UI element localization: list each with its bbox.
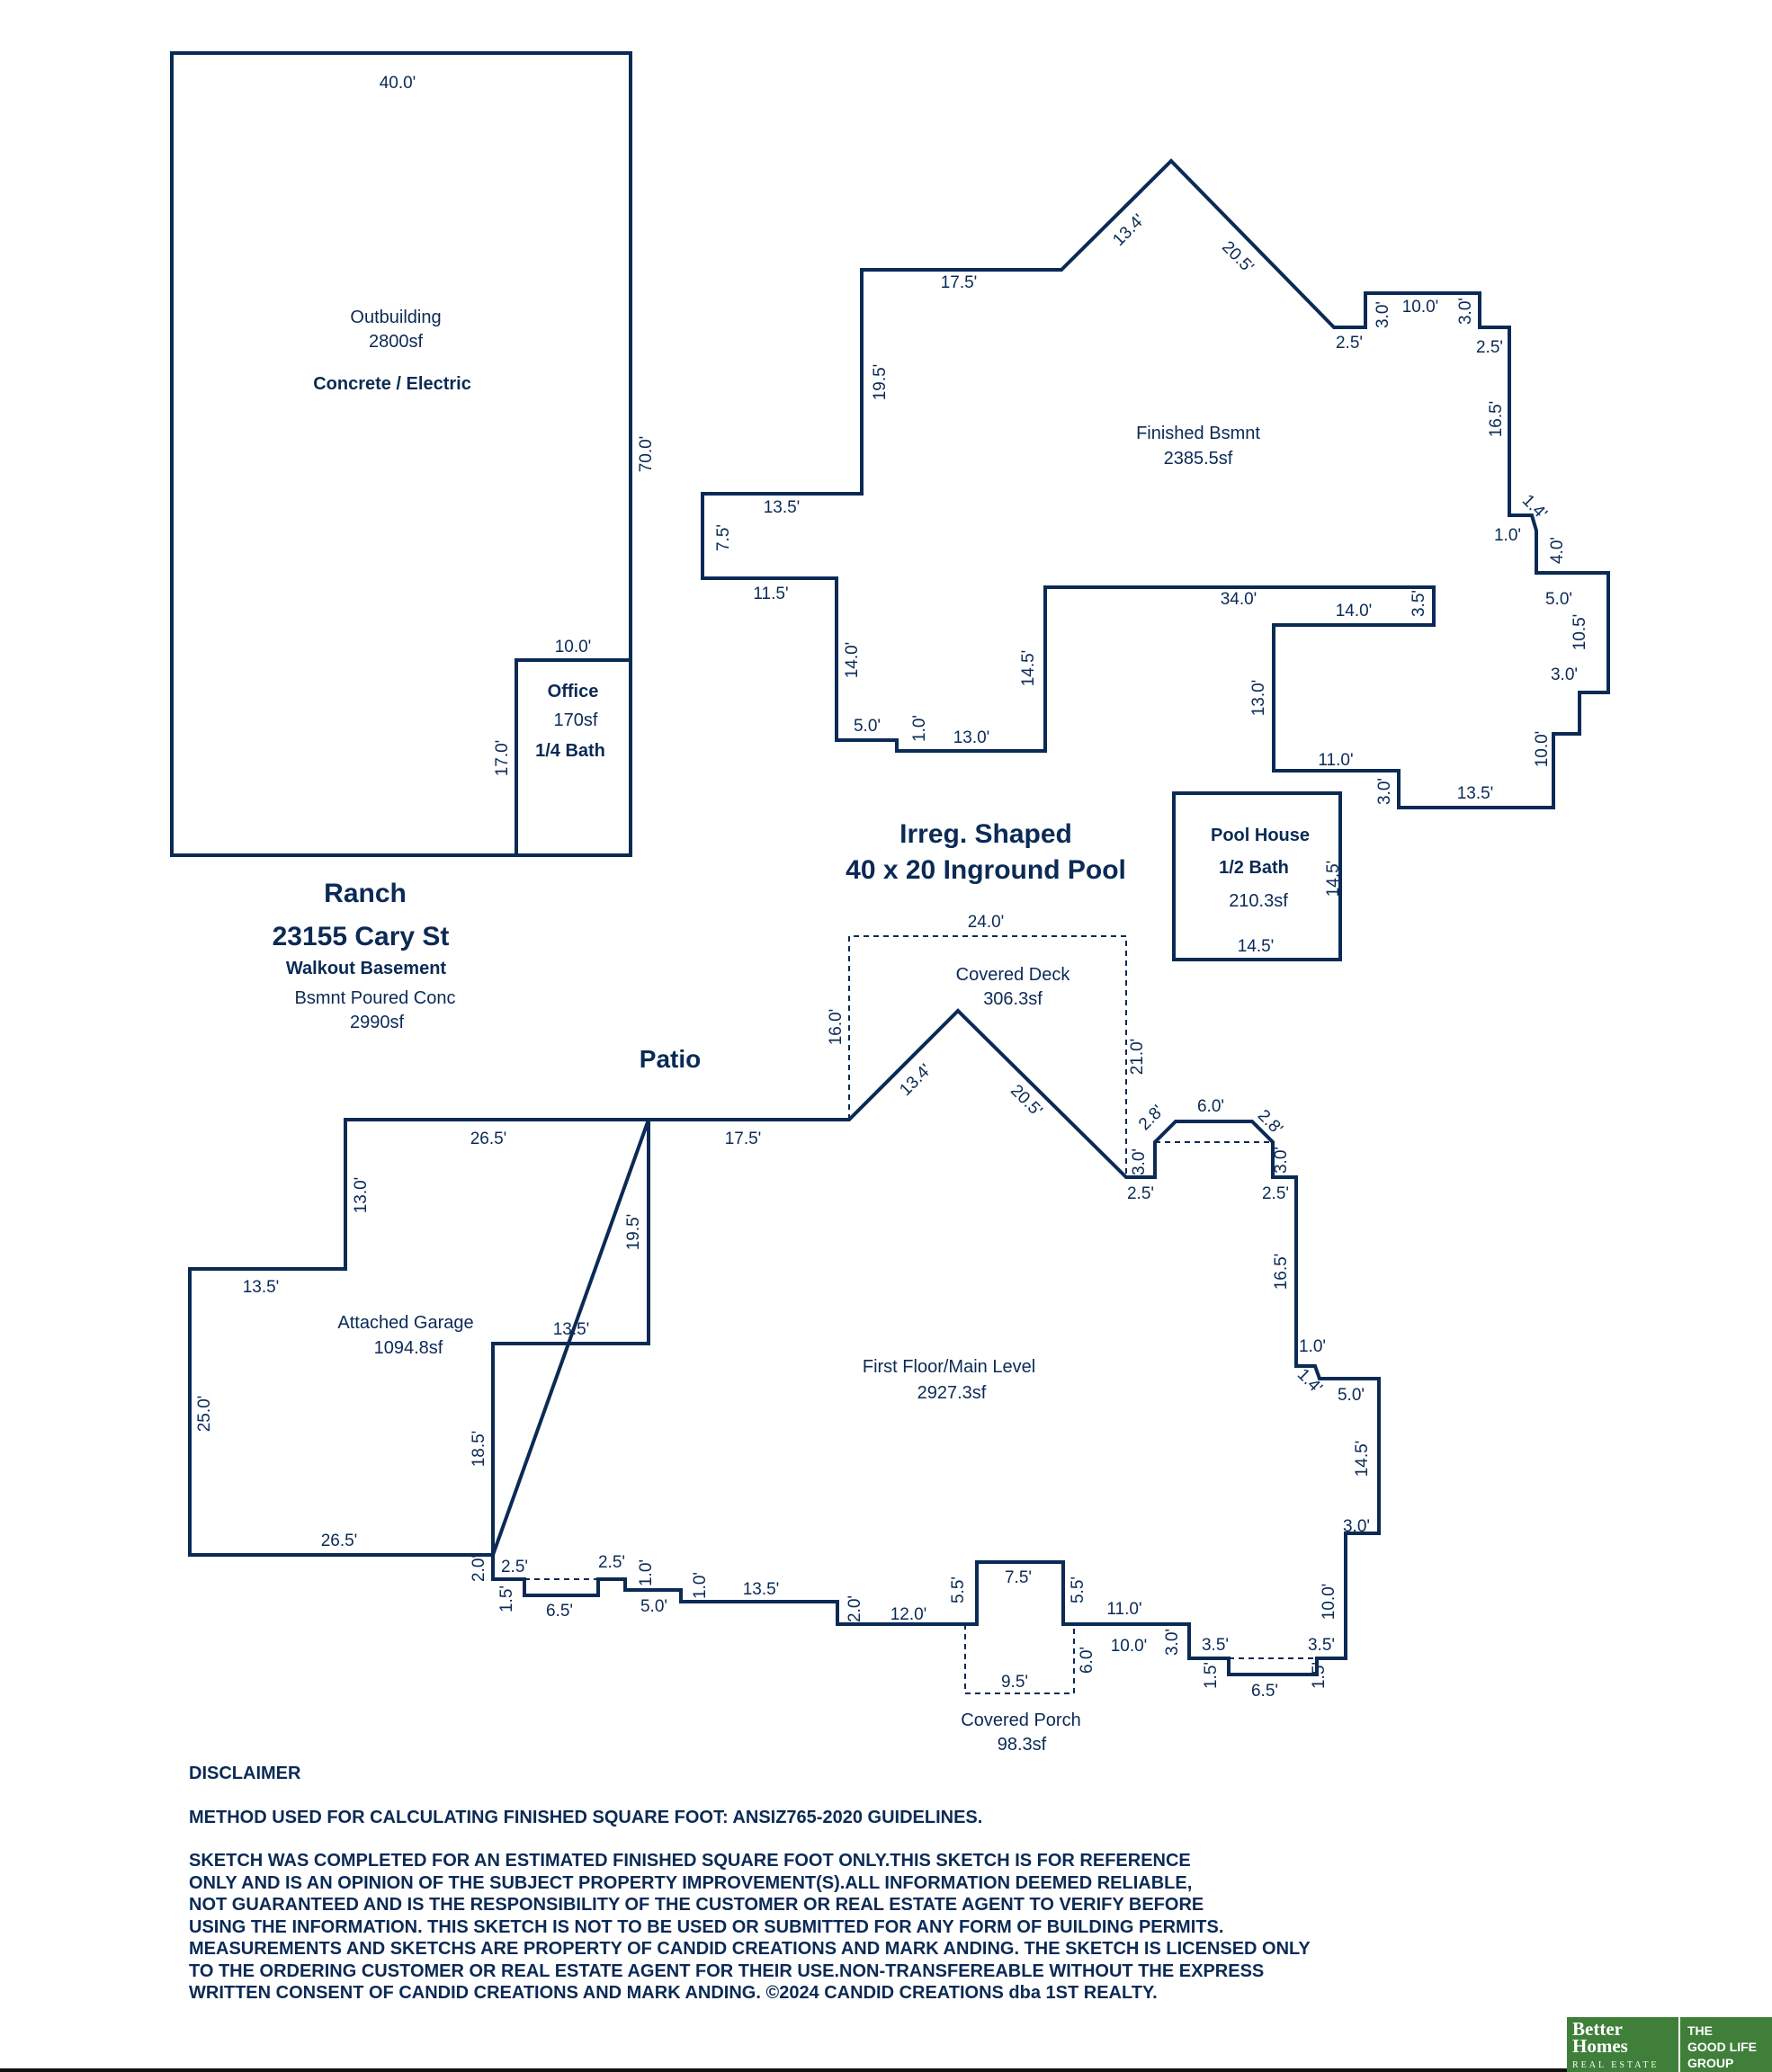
main-dim-32: 1.0' [691, 1571, 710, 1600]
disclaimer-body: SKETCH WAS COMPLETED FOR AN ESTIMATED FINISHED SQUARE FOOT ONLY.THIS SKETCH IS FOR REFERENCE ONLY AND IS AN OPINION OF THE SUBJECT PROPERTY IMPROVEMENT(S).ALL INFORMATION DEEMED RELIABLE, NOT GUARANTEED AND IS THE RESPONSIBILITY OF THE CUSTOMER OR REAL ESTATE AGENT TO VERIFY BEFORE USING THE INFORMATION. THIS SKETCH IS NOT TO BE USED OR SUBMITTED FOR ANY FORM OF BUILDING PERMITS. MEASUREMENTS AND SKETCHS ARE PROPERTY OF CANDID CREATIONS AND MARK ANDING. THE SKETCH IS LICENSED ONLY TO THE ORDERING CUSTOMER OR REAL ESTATE AGENT FOR THEIR USE.NON-TRANSFEREABLE WITHOUT THE EXPRESS WRITTEN CONSENT OF CANDID CREATIONS AND MARK ANDING. ©2024 CANDID CREATIONS dba 1ST REALTY. [189, 1851, 1311, 2003]
pool-house-area: 210.3sf [1229, 891, 1288, 911]
garage-dim-5: 26.5' [320, 1532, 358, 1550]
basement-dim-28: 14.0' [843, 641, 862, 679]
basement-dim-14: 10.5' [1571, 613, 1589, 651]
basement-dim-32: 19.5' [871, 363, 890, 401]
main-dim-25: 11.0' [1106, 1600, 1142, 1619]
basement-dim-5: 3.0' [1374, 300, 1392, 329]
basement-dim-12: 4.0' [1548, 536, 1567, 565]
main-level [470, 1008, 1379, 1701]
main-dim-27: 7.5' [1004, 1568, 1033, 1587]
main-dim-20: 6.5' [1250, 1682, 1279, 1701]
garage-dim-1: 26.5' [470, 1130, 507, 1148]
attached-garage [190, 1120, 649, 1555]
basement-dim-8: 2.5' [1475, 338, 1504, 357]
basement-dim-9: 16.5' [1487, 400, 1506, 438]
pool-title-line2: 40 x 20 Inground Pool [846, 855, 1126, 885]
patio-label: Patio [639, 1045, 702, 1073]
main-dim-30: 2.0' [846, 1594, 864, 1623]
disclaimer-method: METHOD USED FOR CALCULATING FINISHED SQUARE FOOT: ANSIZ765-2020 GUIDELINES. [189, 1807, 983, 1827]
basement-dim-22: 3.5' [1410, 589, 1428, 618]
outbuilding-length: 70.0' [637, 435, 656, 473]
main-dim-5: 2.5' [1126, 1184, 1155, 1203]
logo-brand-sub: REAL ESTATE [1572, 2060, 1660, 2070]
property-info [273, 879, 456, 1032]
main-dim-38: 1.5' [497, 1585, 516, 1613]
covered-deck-width: 24.0' [967, 913, 1005, 932]
garage-area: 1094.8sf [373, 1338, 443, 1358]
basement-dim-31: 13.5' [763, 498, 801, 517]
covered-deck [827, 913, 1147, 1177]
main-dim-11: 16.5' [1272, 1253, 1291, 1291]
outbuilding-outline [172, 53, 631, 855]
basement-dim-19: 11.0' [1318, 751, 1354, 770]
property-address: 23155 Cary St [272, 922, 450, 951]
basement-dim-17: 13.5' [1456, 784, 1494, 803]
main-dim-34: 1.0' [637, 1558, 656, 1587]
main-dim-7: 6.0' [1196, 1097, 1225, 1116]
outbuilding-area: 2800sf [368, 332, 424, 352]
disclaimer [189, 1763, 1448, 2026]
main-dim-18: 3.5' [1307, 1636, 1336, 1655]
main-dim-14: 5.0' [1337, 1386, 1365, 1405]
main-dim-37: 2.5' [500, 1558, 529, 1576]
basement-type: Walkout Basement [285, 959, 447, 978]
logo-brand-line2: Homes [1572, 2035, 1628, 2057]
covered-porch-depth: 6.0' [1078, 1646, 1096, 1675]
main-dim-33: 5.0' [640, 1597, 668, 1616]
office-note: 1/4 Bath [535, 741, 605, 761]
basement-name: Finished Bsmnt [1136, 424, 1260, 443]
basement-outline [703, 161, 1608, 808]
main-dim-2: 13.4' [896, 1060, 935, 1100]
garage-dim-7: 13.5' [552, 1320, 590, 1339]
basement-dim-24: 14.5' [1019, 649, 1038, 687]
basement-dim-15: 3.0' [1550, 665, 1579, 684]
garage-dim-4: 25.0' [195, 1395, 214, 1433]
pool-title-line1: Irreg. Shaped [899, 819, 1072, 849]
basement-dim-25: 13.0' [953, 728, 990, 747]
basement-dim-29: 11.5' [753, 585, 789, 603]
basement-dim-27: 5.0' [853, 717, 882, 736]
covered-porch-width: 9.5' [1000, 1673, 1029, 1692]
covered-porch-name: Covered Porch [961, 1710, 1081, 1730]
main-dim-39: 2.0' [470, 1554, 488, 1583]
basement-dim-7: 3.0' [1456, 297, 1475, 326]
outbuilding-width: 40.0' [379, 74, 416, 93]
basement-dim-26: 1.0' [910, 714, 929, 743]
main-dim-26: 5.5' [1069, 1576, 1087, 1604]
main-dim-12: 1.0' [1298, 1337, 1327, 1356]
office [493, 638, 631, 855]
main-dim-31: 13.5' [742, 1580, 780, 1599]
logo-group [1680, 2017, 1764, 2072]
basement-dim-10: 1.4' [1517, 491, 1551, 524]
basement-dim-23: 34.0' [1220, 590, 1257, 609]
main-dim-4: 3.0' [1130, 1148, 1149, 1176]
basement-dim-13: 5.0' [1544, 590, 1573, 609]
covered-deck-right: 21.0' [1128, 1038, 1147, 1076]
disclaimer-heading: DISCLAIMER [189, 1764, 301, 1783]
garage-dim-2: 13.0' [352, 1176, 371, 1214]
basement-dim-2: 13.4' [1109, 210, 1149, 250]
main-dim-13: 1.4' [1293, 1365, 1326, 1398]
basement-dim-20: 13.0' [1249, 679, 1268, 717]
basement-area: 2385.5sf [1163, 449, 1233, 469]
main-dim-6: 2.8' [1135, 1102, 1168, 1135]
main-dim-15: 14.5' [1353, 1440, 1372, 1478]
pool-house-side: 14.5' [1324, 860, 1343, 898]
garage-dim-6: 18.5' [470, 1430, 488, 1468]
finished-basement [703, 161, 1608, 808]
main-dim-16: 3.0' [1342, 1517, 1371, 1536]
outbuilding-note: Concrete / Electric [313, 374, 471, 394]
main-dim-9: 3.0' [1272, 1146, 1291, 1174]
main-dim-3: 20.5' [1007, 1081, 1046, 1121]
covered-deck-left: 16.0' [827, 1008, 846, 1046]
logo-group-line3: GROUP [1687, 2056, 1734, 2070]
basement-dim-3: 20.5' [1218, 237, 1257, 277]
main-dim-1: 17.5' [724, 1130, 762, 1148]
logo-brand [1567, 2017, 1680, 2072]
main-dim-24: 10.0' [1110, 1637, 1148, 1656]
main-dim-35: 2.5' [597, 1553, 626, 1572]
basement-dim-18: 3.0' [1375, 777, 1394, 806]
outbuilding-name: Outbuilding [350, 308, 442, 327]
main-dim-36: 6.5' [545, 1602, 574, 1621]
logo-brand-line1: Better [1572, 2018, 1623, 2040]
pool-house-bottom: 14.5' [1237, 937, 1275, 956]
main-dim-8: 2.8' [1253, 1106, 1286, 1139]
main-level-name: First Floor/Main Level [862, 1357, 1036, 1377]
pool-house [1174, 793, 1343, 960]
main-dim-21: 1.5' [1202, 1661, 1221, 1690]
basement-total-area: 2990sf [349, 1013, 405, 1032]
office-width: 10.0' [554, 638, 592, 656]
brokerage-logo [1567, 2017, 1772, 2072]
pool-house-name: Pool House [1210, 826, 1311, 845]
covered-porch [961, 1624, 1096, 1755]
basement-dim-21: 14.0' [1335, 602, 1373, 621]
office-area: 170sf [553, 710, 598, 730]
main-dim-23: 3.0' [1163, 1628, 1182, 1657]
logo-group-line2: GOOD LIFE [1687, 2040, 1757, 2054]
main-dim-22: 3.5' [1201, 1636, 1230, 1655]
garage-dim-3: 13.5' [242, 1278, 280, 1297]
basement-note: Bsmnt Poured Conc [294, 988, 456, 1008]
property-style: Ranch [324, 879, 407, 908]
basement-dim-30: 7.5' [714, 523, 733, 552]
covered-deck-area: 306.3sf [983, 989, 1043, 1009]
basement-dim-1: 17.5' [940, 273, 978, 292]
main-dim-29: 12.0' [890, 1605, 927, 1624]
basement-dim-11: 1.0' [1493, 526, 1522, 545]
basement-dim-4: 2.5' [1335, 334, 1364, 353]
main-level-area: 2927.3sf [917, 1383, 987, 1403]
garage-name: Attached Garage [337, 1313, 474, 1333]
covered-porch-area: 98.3sf [997, 1735, 1047, 1755]
main-dim-19: 1.5' [1310, 1661, 1329, 1690]
main-dim-10: 2.5' [1261, 1184, 1290, 1203]
outbuilding [172, 53, 656, 855]
office-name: Office [547, 682, 599, 701]
office-length: 17.0' [493, 739, 512, 777]
garage-dim-8: 19.5' [624, 1213, 643, 1251]
logo-group-line1: THE [1687, 2023, 1713, 2038]
main-dim-17: 10.0' [1320, 1583, 1338, 1621]
main-dim-28: 5.5' [949, 1576, 968, 1604]
basement-dim-6: 10.0' [1401, 298, 1439, 317]
basement-dim-16: 10.0' [1533, 730, 1552, 768]
bottom-rule [0, 2068, 1567, 2072]
pool-house-note: 1/2 Bath [1219, 858, 1289, 878]
covered-deck-name: Covered Deck [955, 965, 1070, 985]
